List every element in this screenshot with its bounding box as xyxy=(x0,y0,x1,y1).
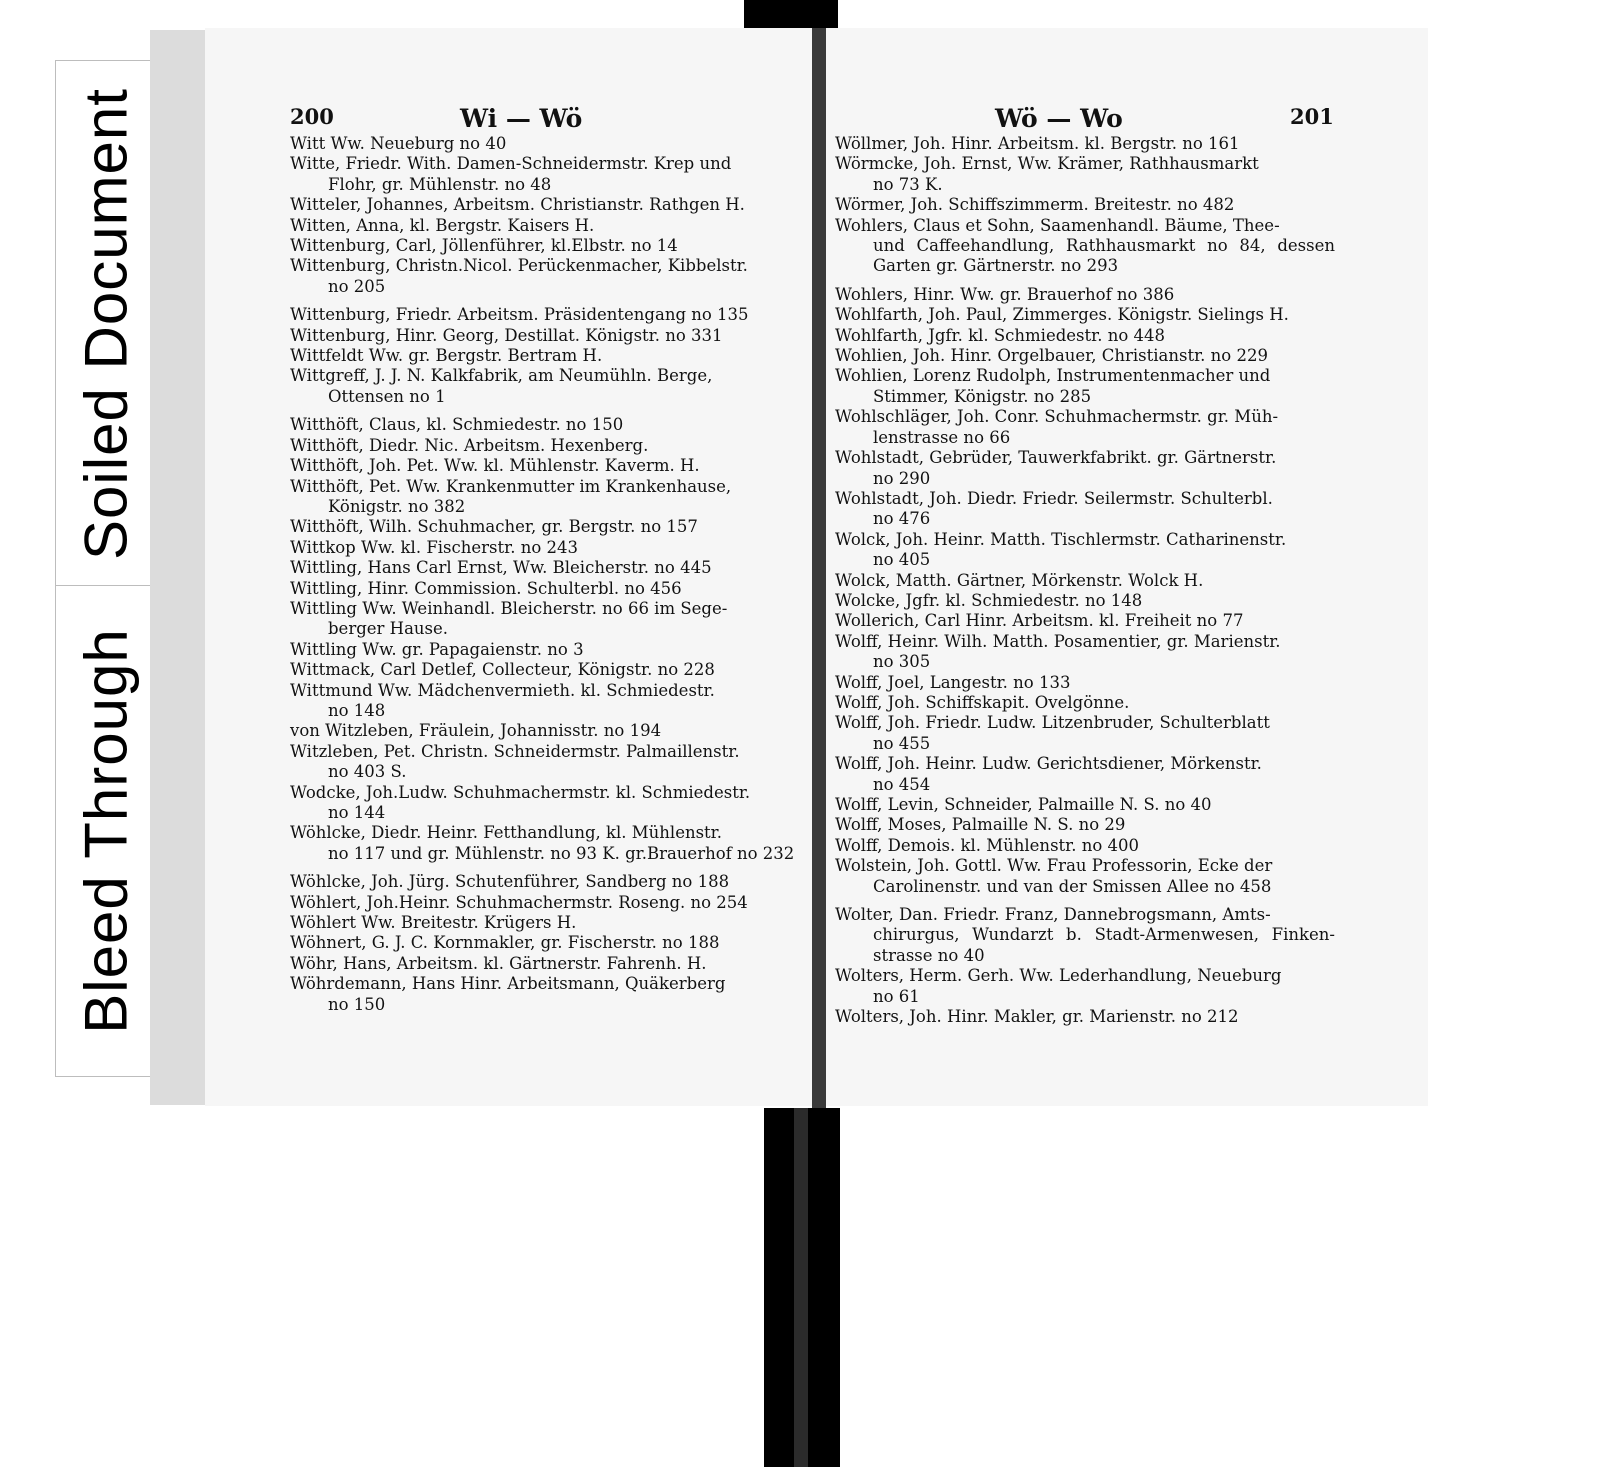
entry-continuation: no 205 xyxy=(328,276,386,296)
left-page-entries xyxy=(290,134,798,1015)
entry-text: Witthöft, Claus, kl. Schmiedestr. no 150 xyxy=(290,415,624,435)
stamp-text-soiled: Soiled Document xyxy=(72,87,140,560)
entry-text: Witten, Anna, kl. Bergstr. Kaisers H. xyxy=(290,215,595,235)
entry-text: Witthöft, Pet. Ww. Krankenmutter im Krankenhause, xyxy=(290,476,732,496)
directory-entry xyxy=(290,558,798,578)
directory-entry xyxy=(290,721,798,741)
entry-text: Wittenburg, Friedr. Arbeitsm. Präsidentengang no 135 xyxy=(290,305,749,325)
entry-continuation: Königstr. no 382 xyxy=(328,496,466,516)
directory-entry xyxy=(835,346,1335,366)
directory-entry xyxy=(835,966,1335,1007)
directory-entry xyxy=(835,591,1335,611)
entry-text: Wöhnert, G. J. C. Kornmakler, gr. Fischerstr. no 188 xyxy=(290,933,720,953)
directory-entry xyxy=(290,599,798,640)
entry-text: Wolck, Joh. Heinr. Matth. Tischlermstr. Catharinenstr. xyxy=(835,529,1287,549)
entry-continuation: Carolinenstr. und van der Smissen Allee no 458 xyxy=(873,876,1272,896)
entry-text: Wohlstadt, Joh. Diedr. Friedr. Seilermstr. Schulterbl. xyxy=(835,488,1273,508)
entry-text: Wittling Ww. gr. Papagaienstr. no 3 xyxy=(290,639,584,659)
directory-entry xyxy=(290,366,798,407)
entry-continuation: no 61 xyxy=(873,986,920,1006)
entry-text: Wohlien, Joh. Hinr. Orgelbauer, Christianstr. no 229 xyxy=(835,346,1268,366)
entry-continuation: Ottensen no 1 xyxy=(328,386,446,406)
book-gutter xyxy=(812,28,826,1108)
entry-text: Wohlien, Lorenz Rudolph, Instrumentenmacher und xyxy=(835,366,1271,386)
entry-text: Witthöft, Joh. Pet. Ww. kl. Mühlenstr. Kaverm. H. xyxy=(290,456,700,476)
directory-entry xyxy=(835,693,1335,713)
right-page-range: Wö — Wo xyxy=(995,104,1123,133)
entry-text: Wolff, Moses, Palmaille N. S. no 29 xyxy=(835,815,1126,835)
entry-text: Wittenburg, Carl, Jöllenführer, kl.Elbstr. no 14 xyxy=(290,236,678,256)
entry-spacer xyxy=(290,864,798,872)
entry-continuation: und Caffeehandlung, Rathhausmarkt no 84, dessen Garten gr. Gärtnerstr. no 293 xyxy=(873,236,1335,276)
directory-entry xyxy=(290,783,798,824)
directory-entry xyxy=(835,305,1335,325)
entry-text: Witteler, Johannes, Arbeitsm. Christianstr. Rathgen H. xyxy=(290,195,745,215)
entry-text: Wittmund Ww. Mädchenvermieth. kl. Schmiedestr. xyxy=(290,680,715,700)
entry-text: Wöhlcke, Diedr. Heinr. Fetthandlung, kl. Mühlenstr. xyxy=(290,823,722,843)
entry-text: Wohlschläger, Joh. Conr. Schuhmachermstr. gr. Müh- xyxy=(835,407,1279,427)
directory-entry xyxy=(835,632,1335,673)
entry-continuation: no 454 xyxy=(873,774,931,794)
directory-entry xyxy=(290,954,798,974)
entry-continuation: no 405 xyxy=(873,550,931,570)
directory-entry xyxy=(835,285,1335,305)
entry-text: Wolff, Joh. Heinr. Ludw. Gerichtsdiener, Mörkenstr. xyxy=(835,754,1262,774)
entry-text: Wöhrdemann, Hans Hinr. Arbeitsmann, Quäkerberg xyxy=(290,974,726,994)
directory-entry xyxy=(835,154,1335,195)
entry-text: Wohlers, Claus et Sohn, Saamenhandl. Bäume, Thee- xyxy=(835,215,1280,235)
entry-continuation: no 144 xyxy=(328,803,386,822)
binding-top xyxy=(744,0,838,28)
stamp-segment-bleed xyxy=(55,585,157,1077)
directory-entry xyxy=(290,933,798,953)
entry-text: Wöhlcke, Joh. Jürg. Schutenführer, Sandberg no 188 xyxy=(290,872,730,892)
directory-entry xyxy=(290,195,798,215)
directory-entry xyxy=(290,823,798,864)
directory-entry xyxy=(290,134,798,154)
entry-continuation: no 476 xyxy=(873,509,931,529)
entry-spacer xyxy=(290,297,798,305)
directory-entry xyxy=(835,795,1335,815)
directory-entry xyxy=(835,366,1335,407)
entry-text: Witzleben, Pet. Christn. Schneidermstr. Palmaillenstr. xyxy=(290,741,740,761)
condition-stamp xyxy=(55,60,155,1070)
entry-text: Witthöft, Diedr. Nic. Arbeitsm. Hexenberg. xyxy=(290,435,649,455)
entry-continuation: no 455 xyxy=(873,733,931,753)
directory-entry xyxy=(835,1007,1335,1027)
entry-text: Wollerich, Carl Hinr. Arbeitsm. kl. Freiheit no 77 xyxy=(835,611,1244,631)
entry-text: Wohlstadt, Gebrüder, Tauwerkfabrikt. gr. Gärtnerstr. xyxy=(835,448,1277,468)
entry-continuation: no 290 xyxy=(873,468,931,488)
directory-entry xyxy=(290,681,798,722)
entry-spacer xyxy=(835,897,1335,905)
entry-text: Witthöft, Wilh. Schuhmacher, gr. Bergstr. no 157 xyxy=(290,517,698,537)
entry-text: Wittfeldt Ww. gr. Bergstr. Bertram H. xyxy=(290,346,603,366)
entry-text: Wolters, Joh. Hinr. Makler, gr. Marienstr. no 212 xyxy=(835,1007,1239,1027)
directory-entry xyxy=(290,256,798,297)
entry-text: Wittgreff, J. J. N. Kalkfabrik, am Neumühln. Berge, xyxy=(290,366,713,386)
directory-entry xyxy=(835,836,1335,856)
entry-text: Wolck, Matth. Gärtner, Mörkenstr. Wolck H. xyxy=(835,570,1204,590)
entry-continuation: no 73 K. xyxy=(873,174,943,194)
entry-text: Wolstein, Joh. Gottl. Ww. Frau Professorin, Ecke der xyxy=(835,856,1273,876)
directory-entry xyxy=(290,415,798,435)
entry-text: Wolff, Heinr. Wilh. Matth. Posamentier, gr. Marienstr. xyxy=(835,631,1281,651)
entry-text: Wörmer, Joh. Schiffszimmerm. Breitestr. no 482 xyxy=(835,195,1235,215)
entry-text: Wodcke, Joh.Ludw. Schuhmachermstr. kl. Schmiedestr. xyxy=(290,782,751,802)
directory-entry xyxy=(290,236,798,256)
directory-entry xyxy=(290,326,798,346)
entry-continuation: Flohr, gr. Mühlenstr. no 48 xyxy=(328,174,552,194)
entry-text: Wohlfarth, Jgfr. kl. Schmiedestr. no 448 xyxy=(835,325,1166,345)
entry-text: Wittenburg, Christn.Nicol. Perückenmacher, Kibbelstr. xyxy=(290,256,748,276)
right-page-entries xyxy=(835,134,1335,1027)
entry-text: Wöhlert, Joh.Heinr. Schuhmachermstr. Roseng. no 254 xyxy=(290,892,748,912)
entry-continuation: no 150 xyxy=(328,994,386,1014)
directory-entry xyxy=(835,489,1335,530)
entry-text: Wittling Ww. Weinhandl. Bleicherstr. no 66 im Sege- xyxy=(290,598,728,618)
directory-entry xyxy=(290,456,798,476)
entry-text: von Witzleben, Fräulein, Johannisstr. no 194 xyxy=(290,721,662,741)
directory-entry xyxy=(835,448,1335,489)
directory-entry xyxy=(290,640,798,660)
stamp-segment-soiled xyxy=(55,60,157,587)
entry-text: Wittling, Hans Carl Ernst, Ww. Bleicherstr. no 445 xyxy=(290,558,712,578)
directory-entry xyxy=(835,713,1335,754)
directory-entry xyxy=(290,216,798,236)
directory-entry xyxy=(835,905,1335,966)
stamp-text-bleed: Bleed Through xyxy=(72,628,140,1034)
entry-text: Wöhlert Ww. Breitestr. Krügers H. xyxy=(290,913,577,933)
entry-text: Wolff, Joel, Langestr. no 133 xyxy=(835,672,1071,692)
entry-continuation: no 403 S. xyxy=(328,762,407,782)
directory-entry xyxy=(835,571,1335,591)
directory-entry xyxy=(835,611,1335,631)
entry-text: Wittenburg, Hinr. Georg, Destillat. Königstr. no 331 xyxy=(290,325,723,345)
directory-entry xyxy=(290,893,798,913)
left-page-number: 200 xyxy=(290,104,334,129)
entry-text: Witt Ww. Neueburg no 40 xyxy=(290,134,507,153)
entry-text: Wolter, Dan. Friedr. Franz, Dannebrogsmann, Amts- xyxy=(835,905,1271,925)
directory-entry xyxy=(835,134,1335,154)
directory-entry xyxy=(835,216,1335,277)
directory-entry xyxy=(290,872,798,892)
directory-entry xyxy=(835,856,1335,897)
directory-entry xyxy=(290,517,798,537)
directory-entry xyxy=(835,530,1335,571)
entry-text: Wolff, Joh. Schiffskapit. Ovelgönne. xyxy=(835,692,1130,712)
entry-continuation: berger Hause. xyxy=(328,619,449,639)
directory-entry xyxy=(835,195,1335,215)
directory-entry xyxy=(290,913,798,933)
entry-text: Wolff, Joh. Friedr. Ludw. Litzenbruder, Schulterblatt xyxy=(835,713,1270,733)
directory-entry xyxy=(290,579,798,599)
entry-continuation: no 148 xyxy=(328,700,386,720)
left-page-range: Wi — Wö xyxy=(460,104,583,133)
directory-entry xyxy=(290,660,798,680)
bookmark-ribbon xyxy=(794,1108,808,1467)
directory-entry xyxy=(290,974,798,1015)
entry-text: Wolcke, Jgfr. kl. Schmiedestr. no 148 xyxy=(835,590,1143,610)
directory-entry xyxy=(290,538,798,558)
entry-text: Wolters, Herm. Gerh. Ww. Lederhandlung, Neueburg xyxy=(835,966,1282,986)
directory-entry xyxy=(290,436,798,456)
entry-text: Wohlers, Hinr. Ww. gr. Brauerhof no 386 xyxy=(835,284,1175,304)
entry-text: Wolff, Levin, Schneider, Palmaille N. S. no 40 xyxy=(835,795,1212,814)
entry-continuation: chirurgus, Wundarzt b. Stadt-Armenwesen, Finken-strasse no 40 xyxy=(873,925,1335,965)
entry-text: Wittling, Hinr. Commission. Schulterbl. no 456 xyxy=(290,578,682,598)
directory-entry xyxy=(290,305,798,325)
entry-text: Wittmack, Carl Detlef, Collecteur, Königstr. no 228 xyxy=(290,660,715,680)
entry-text: Wörmcke, Joh. Ernst, Ww. Krämer, Rathhausmarkt xyxy=(835,154,1259,174)
entry-spacer xyxy=(290,407,798,415)
entry-text: Wohlfarth, Joh. Paul, Zimmerges. Königstr. Sielings H. xyxy=(835,305,1289,325)
directory-entry xyxy=(835,326,1335,346)
entry-spacer xyxy=(835,277,1335,285)
entry-continuation: lenstrasse no 66 xyxy=(873,427,1011,447)
entry-text: Wittkop Ww. kl. Fischerstr. no 243 xyxy=(290,537,579,557)
entry-text: Wöhr, Hans, Arbeitsm. kl. Gärtnerstr. Fahrenh. H. xyxy=(290,953,707,973)
entry-text: Witte, Friedr. With. Damen-Schneidermstr. Krep und xyxy=(290,154,732,174)
directory-entry xyxy=(835,673,1335,693)
right-page-number: 201 xyxy=(1290,104,1334,129)
directory-entry xyxy=(290,154,798,195)
directory-entry xyxy=(290,346,798,366)
directory-entry xyxy=(835,754,1335,795)
directory-entry xyxy=(290,742,798,783)
directory-entry xyxy=(835,815,1335,835)
entry-continuation: no 305 xyxy=(873,652,931,672)
binding-bottom xyxy=(764,1108,840,1467)
page-edge xyxy=(150,30,210,1105)
entry-text: Wolff, Demois. kl. Mühlenstr. no 400 xyxy=(835,835,1140,855)
directory-entry xyxy=(835,407,1335,448)
entry-text: Wöllmer, Joh. Hinr. Arbeitsm. kl. Bergstr. no 161 xyxy=(835,134,1240,153)
entry-continuation: no 117 und gr. Mühlenstr. no 93 K. gr.Brauerhof no 232 xyxy=(328,843,795,863)
entry-continuation: Stimmer, Königstr. no 285 xyxy=(873,386,1092,406)
directory-entry xyxy=(290,477,798,518)
